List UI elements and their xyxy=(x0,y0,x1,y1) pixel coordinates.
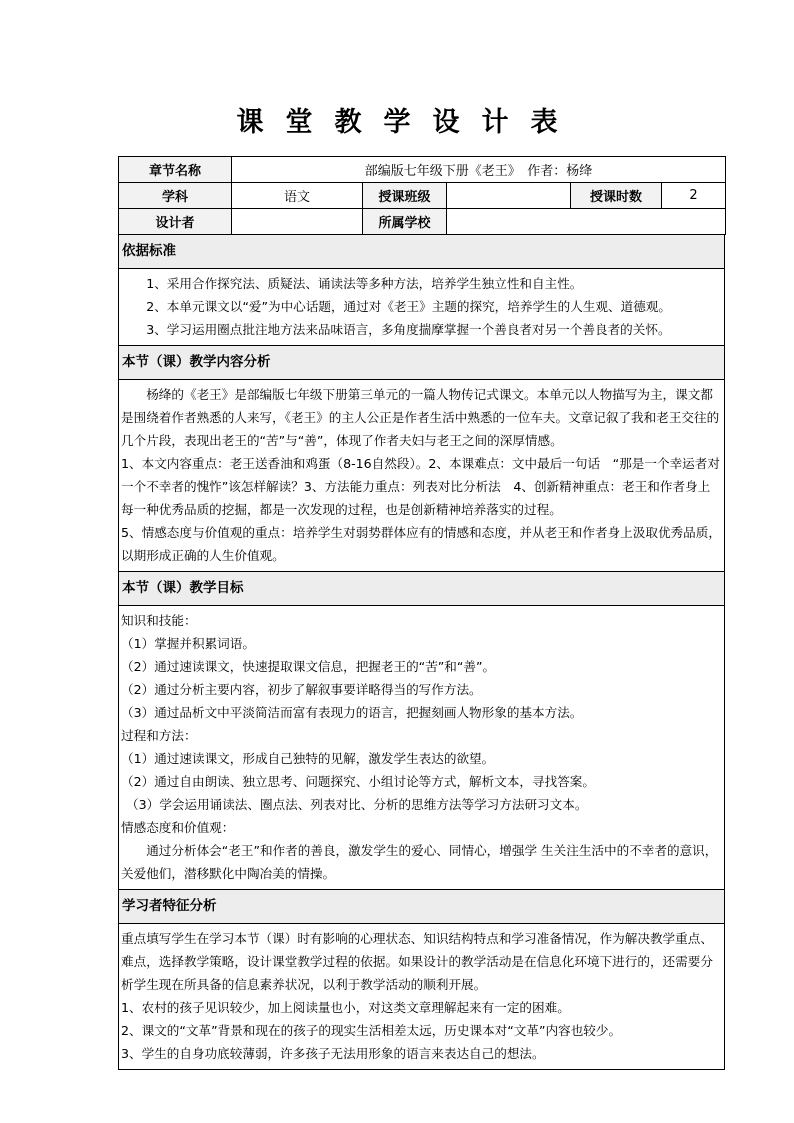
chapter-label: 章节名称 xyxy=(119,157,232,183)
objectives-heading: 本节（课）教学目标 xyxy=(119,572,724,606)
standards-item: 2、本单元课文以“爱”为中心话题，通过对《老王》主题的探究，培养学生的人生观、道德观。 xyxy=(146,299,671,314)
school-value xyxy=(447,209,726,235)
class-value xyxy=(447,183,571,209)
learners-heading: 学习者特征分析 xyxy=(119,890,724,924)
subject-row xyxy=(119,183,726,209)
objectives-body xyxy=(119,606,724,889)
content-emotion: 5、情感态度与价值观的重点：培养学生对弱势群体应有的情感和态度，并从老王和作者身上汲取优秀品质，以期形成正确的人生价值观。 xyxy=(121,525,721,563)
process-item: （3）学会运用诵读法、圈点法、列表对比、分析的思维方法等学习方法研习文本。 xyxy=(126,797,588,812)
knowledge-item: （1）掌握并积累词语。 xyxy=(121,636,255,651)
chapter-value: 部编版七年级下册《老王》 作者：杨绛 xyxy=(232,157,726,183)
hours-value: 2 xyxy=(662,183,726,209)
header-table xyxy=(118,156,726,235)
content-analysis-section xyxy=(118,346,725,572)
standards-item: 3、学习运用圈点批注地方法来品味语言，多角度揣摩掌握一个善良者对另一个善良者的关怀。 xyxy=(146,322,671,337)
content-analysis-heading: 本节（课）教学内容分析 xyxy=(119,346,724,380)
objectives-section xyxy=(118,572,725,890)
designer-row xyxy=(119,209,726,235)
emotion-label: 情感态度和价值观： xyxy=(121,820,235,835)
learners-intro: 重点填写学生在学习本节（课）时有影响的心理状态、知识结构特点和学习准备情况，作为解决教学重点、难点，选择教学策略，设计课堂教学过程的依据。如果设计的教学活动是在信息化环境下进行的，还需要分析学生现在所具备的信息素养状况，以利于教学活动的顺利开展。 xyxy=(121,931,713,992)
subject-label: 学科 xyxy=(119,183,232,209)
emotion-text: 通过分析体会“老王”和作者的善良，激发学生的爱心、同情心，增强学 生关注生活中的不幸者的意识，关爱他们，潜移默化中陶冶美的情操。 xyxy=(121,843,718,881)
class-label: 授课班级 xyxy=(363,183,447,209)
standards-section xyxy=(118,235,725,346)
knowledge-item: （3）通过品析文中平淡简洁而富有表现力的语言，把握刻画人物形象的基本方法。 xyxy=(121,705,583,720)
designer-label: 设计者 xyxy=(119,209,232,235)
content-analysis-body xyxy=(119,380,724,571)
learners-item: 2、课文的“文革”背景和现在的孩子的现实生活相差太远，历史课本对“文革”内容也较少。 xyxy=(121,1023,622,1038)
chapter-row xyxy=(119,157,726,183)
learners-section xyxy=(118,890,725,1070)
school-label: 所属学校 xyxy=(363,209,447,235)
learners-item: 1、农村的孩子见识较少，加上阅读量也小，对这类文章理解起来有一定的困难。 xyxy=(121,1000,570,1015)
hours-label: 授课时数 xyxy=(571,183,662,209)
knowledge-label: 知识和技能： xyxy=(121,613,197,628)
subject-value: 语文 xyxy=(232,183,363,209)
process-item: （2）通过自由朗读、独立思考、问题探究、小组讨论等方式，解析文本，寻找答案。 xyxy=(121,774,595,789)
content-intro: 杨绛的《老王》是部编版七年级下册第三单元的一篇人物传记式课文。本单元以人物描写为主，课文都是围绕着作者熟悉的人来写，《老王》的主人公正是作者生活中熟悉的一位车夫。文章记叙了我和老王交往的几个片段，表现出老王的“苦”与“善”，体现了作者夫妇与老王之间的深厚情感。 xyxy=(121,387,720,448)
knowledge-item: （2）通过速读课文，快速提取课文信息，把握老王的“苦”和“善”。 xyxy=(121,659,496,674)
process-label: 过程和方法： xyxy=(121,728,197,743)
standards-body xyxy=(119,269,724,345)
content-points: 1、本文内容重点：老王送香油和鸡蛋（8-16自然段）。2、本课难点：文中最后一句话 “那是一个幸运者对一个不幸者的愧怍”该怎样解读？3、方法能力重点：列表对比分析法 4、创新精神重点：老王和作者身上每一种优秀品质的挖掘，都是一次发现的过程，也是创新精神培养落实的过程。 xyxy=(121,456,720,517)
learners-body xyxy=(119,924,724,1069)
standards-item: 1、采用合作探究法、质疑法、诵读法等多种方法，培养学生独立性和自主性。 xyxy=(146,276,583,291)
standards-heading: 依据标准 xyxy=(119,235,724,269)
design-table xyxy=(118,156,725,1070)
knowledge-item: （2）通过分析主要内容，初步了解叙事要详略得当的写作方法。 xyxy=(121,682,482,697)
learners-item: 3、学生的自身功底较薄弱，许多孩子无法用形象的语言来表达自己的想法。 xyxy=(121,1046,545,1061)
process-item: （1）通过速读课文，形成自己独特的见解，激发学生表达的欲望。 xyxy=(121,751,495,766)
page-title: 课堂教学设计表 xyxy=(236,107,580,138)
designer-value xyxy=(232,209,363,235)
